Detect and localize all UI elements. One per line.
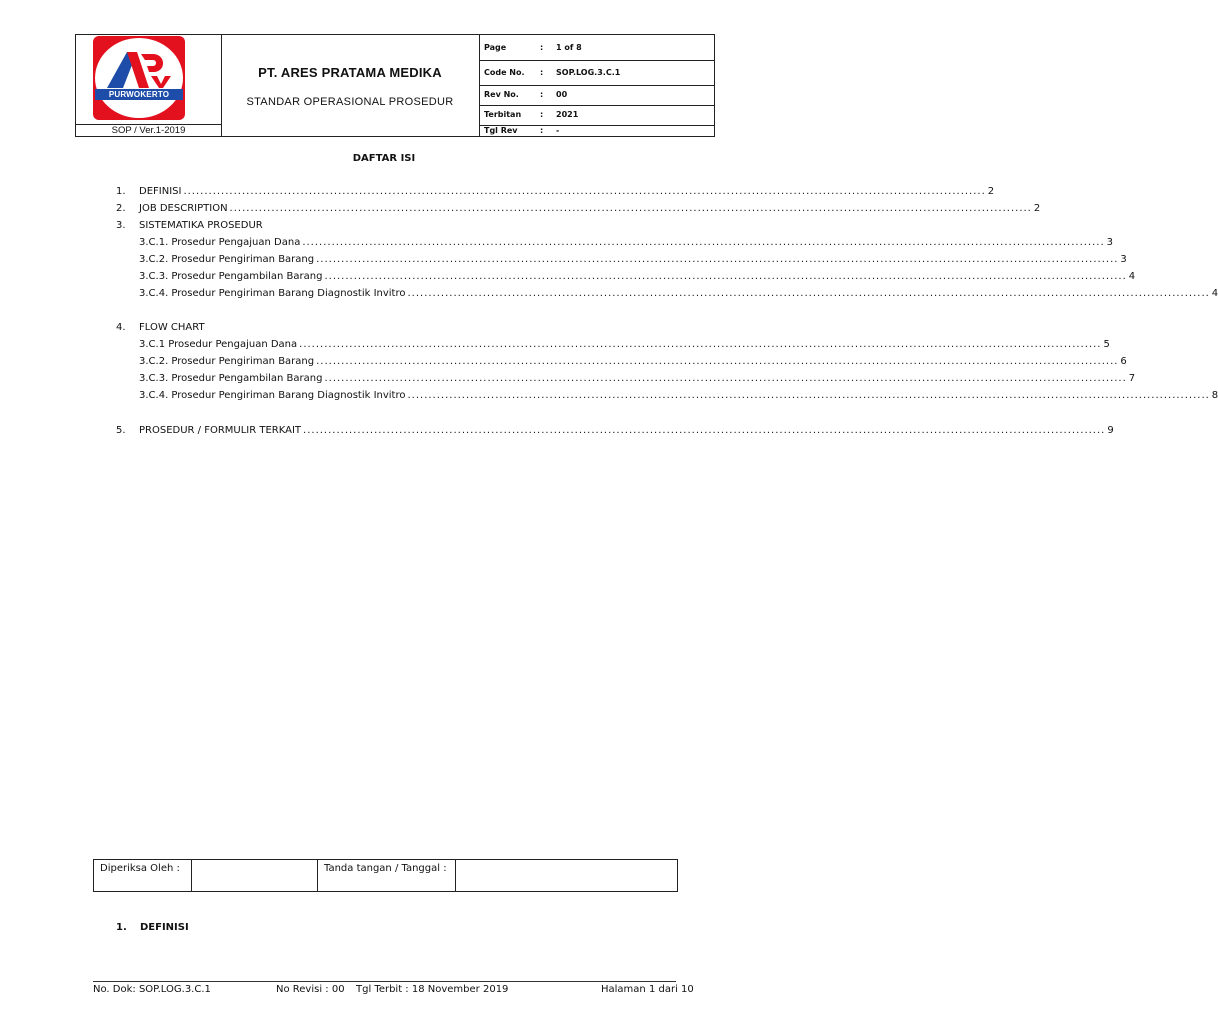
meta-colon: : xyxy=(540,43,544,52)
toc-item[interactable] xyxy=(139,389,1218,403)
toc-leader: ................................................................................................................................................................................................ xyxy=(324,373,1127,384)
footer-divider xyxy=(93,981,676,982)
toc-item[interactable] xyxy=(139,372,1136,386)
toc-number: 4. xyxy=(116,322,126,333)
toc-item[interactable] xyxy=(139,236,1114,250)
toc-number: 3. xyxy=(116,220,126,231)
toc-item[interactable] xyxy=(139,355,1127,369)
toc-leader: ................................................................................................................................................................................................ xyxy=(316,356,1119,367)
meta-colon: : xyxy=(540,90,544,99)
toc-text: 3.C.4. Prosedur Pengiriman Barang Diagnostik Invitro xyxy=(139,390,406,401)
toc-item[interactable] xyxy=(139,253,1127,267)
toc-leader: ................................................................................................................................................................................................ xyxy=(407,390,1210,401)
toc-page: 2 xyxy=(1033,203,1041,214)
toc-page: 9 xyxy=(1107,425,1114,436)
toc-page: 2 xyxy=(987,186,995,197)
toc-text: 3.C.2. Prosedur Pengiriman Barang xyxy=(139,356,315,367)
toc-item[interactable] xyxy=(139,338,1110,352)
meta-colon: : xyxy=(540,110,544,119)
signature-table xyxy=(93,859,678,892)
sop-version: SOP / Ver.1-2019 xyxy=(76,124,221,137)
checked-by-field[interactable] xyxy=(192,860,318,891)
footer-revision: No Revisi : 00 xyxy=(276,984,345,995)
toc-item[interactable] xyxy=(116,321,652,335)
document-type: STANDAR OPERASIONAL PROSEDUR xyxy=(246,96,454,108)
meta-key: Tgl Rev xyxy=(484,126,518,135)
toc-text: 3.C.4. Prosedur Pengiriman Barang Diagnostik Invitro xyxy=(139,288,406,299)
meta-row-tgl-rev xyxy=(479,125,714,136)
meta-row-page xyxy=(479,35,714,61)
toc-item[interactable] xyxy=(116,202,1041,216)
toc-page: 3 xyxy=(1120,254,1127,265)
toc-page: 4 xyxy=(1211,288,1218,299)
company-logo xyxy=(93,36,185,120)
toc-text: DEFINISI xyxy=(139,186,182,197)
toc-leader: ................................................................................................................................................................................................ xyxy=(316,254,1119,265)
meta-key: Code No. xyxy=(484,68,525,77)
toc-page: 8 xyxy=(1211,390,1218,401)
section-title: DEFINISI xyxy=(140,922,189,933)
logo-city-label: PURWOKERTO xyxy=(95,89,183,100)
toc-page: 6 xyxy=(1120,356,1127,367)
meta-value: SOP.LOG.3.C.1 xyxy=(556,68,621,77)
toc-page: 4 xyxy=(1128,271,1136,282)
meta-value: 2021 xyxy=(556,110,579,119)
toc-leader: ................................................................................................................................................................................................ xyxy=(229,203,1032,214)
logo-cell xyxy=(76,35,222,136)
toc-leader: ................................................................................................................................................................................................ xyxy=(407,288,1210,299)
toc-number: 2. xyxy=(116,203,126,214)
toc-number: 1. xyxy=(116,186,126,197)
section-heading xyxy=(116,922,189,933)
toc-text: 3.C.3. Prosedur Pengambilan Barang xyxy=(139,271,323,282)
meta-row-rev xyxy=(479,85,714,106)
company-name: PT. ARES PRATAMA MEDIKA xyxy=(258,65,442,80)
toc-text: SISTEMATIKA PROSEDUR xyxy=(139,220,263,231)
toc-leader: ................................................................................................................................................................................................ xyxy=(183,186,986,197)
meta-value: 00 xyxy=(556,90,568,99)
section-number: 1. xyxy=(116,922,127,933)
footer-page: Halaman 1 dari 10 xyxy=(601,984,694,995)
meta-key: Rev No. xyxy=(484,90,519,99)
toc-text: 3.C.1. Prosedur Pengajuan Dana xyxy=(139,237,301,248)
toc-item[interactable] xyxy=(116,185,995,199)
toc-text: 3.C.2. Prosedur Pengiriman Barang xyxy=(139,254,315,265)
toc-text: 3.C.3. Prosedur Pengambilan Barang xyxy=(139,373,323,384)
logo-mark-icon xyxy=(93,36,185,120)
toc-text: JOB DESCRIPTION xyxy=(139,203,228,214)
toc-title: DAFTAR ISI xyxy=(352,153,416,164)
toc-number: 5. xyxy=(116,425,126,436)
meta-value: - xyxy=(556,126,560,135)
toc-page: 7 xyxy=(1128,373,1136,384)
meta-colon: : xyxy=(540,68,544,77)
title-cell xyxy=(221,35,480,136)
toc-leader: ................................................................................................................................................................................................ xyxy=(303,425,1106,436)
toc-text: FLOW CHART xyxy=(139,322,205,333)
toc-page: 5 xyxy=(1103,339,1110,350)
toc-leader: ................................................................................................................................................................................................ xyxy=(299,339,1102,350)
meta-colon: : xyxy=(540,126,544,135)
sign-date-label: Tanda tangan / Tanggal : xyxy=(318,860,456,891)
footer-issue-date: Tgl Terbit : 18 November 2019 xyxy=(356,984,509,995)
toc-item[interactable] xyxy=(116,424,1114,438)
meta-value: 1 of 8 xyxy=(556,43,582,52)
footer-doc-no: No. Dok: SOP.LOG.3.C.1 xyxy=(93,984,211,995)
meta-key: Terbitan xyxy=(484,110,522,119)
toc-text: 3.C.1 Prosedur Pengajuan Dana xyxy=(139,339,298,350)
meta-row-code xyxy=(479,60,714,86)
toc-item[interactable] xyxy=(116,219,652,233)
meta-key: Page xyxy=(484,43,507,52)
sign-date-field[interactable] xyxy=(456,860,677,891)
meta-row-terbitan xyxy=(479,105,714,126)
document-meta xyxy=(479,35,714,136)
toc-text: PROSEDUR / FORMULIR TERKAIT xyxy=(139,425,302,436)
toc-page: 3 xyxy=(1106,237,1114,248)
checked-by-label: Diperiksa Oleh : xyxy=(94,860,192,891)
document-header xyxy=(75,34,715,137)
toc-leader: ................................................................................................................................................................................................ xyxy=(324,271,1127,282)
toc-item[interactable] xyxy=(139,287,1218,301)
toc-leader: ................................................................................................................................................................................................ xyxy=(302,237,1105,248)
toc-item[interactable] xyxy=(139,270,1136,284)
